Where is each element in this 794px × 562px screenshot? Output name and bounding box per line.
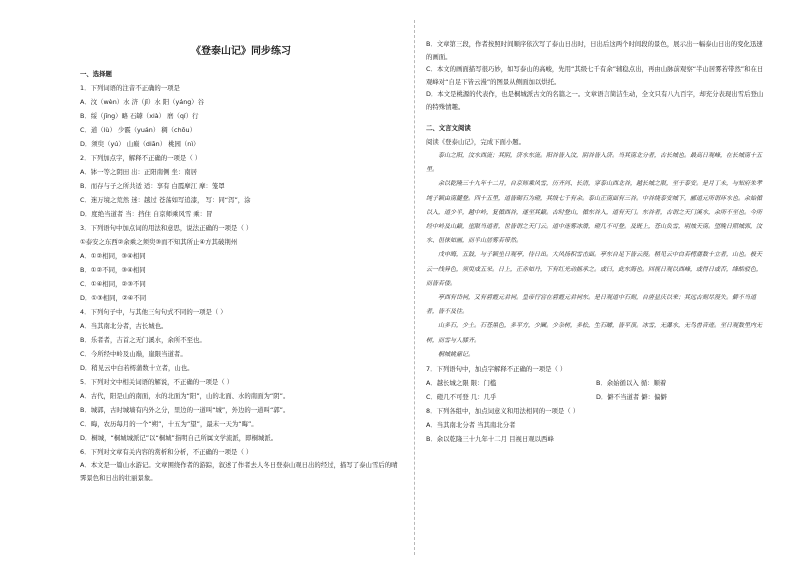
option-line: B．绥（jīng）略 石罅（xià） 磨（qí）行 — [80, 112, 199, 120]
question-line: 8．下列各组中，加点词意义和用法相同的一项是（ ） — [426, 407, 580, 416]
question-line: 3．下列语句中加点词的用法和意思，说法正确的一项是（ ） — [80, 224, 253, 232]
option-line: C．①④相同，②③不同 — [80, 280, 146, 288]
option-line: D．①③相同，②④不同 — [80, 294, 147, 302]
option-line: A．钵一等之阴田 出：正阳南侧 坐：南居 — [80, 168, 198, 176]
option-line: D．本文是桃源的代表作，也是桐城派古文的名篇之一。文章语言简洁生动，全文只有八九百字，却充分表现出雪后登山的特殊情趣。 — [426, 90, 764, 111]
question-line: 4．下列句子中，与其他三句句式不同的一项是（ ） — [80, 308, 227, 316]
passage-paragraph: 戊申晦，五鼓，与子颖坐日观亭，待日出。大风扬积雪击面。亭东自足下皆云漫。稍见云中白若樗蒲数十立者，山也。极天云一线异色，须臾成五采。日上，正赤如丹，下有红光动摇承之。或曰，此东海也。回视日观以西峰，或得日或否，绛皓驳色，而皆若偻。 — [426, 251, 763, 287]
option-line: A．当其南北分者，古长城也。 — [80, 322, 168, 330]
option-line: A．古代，阳是山的南面，水的北面为“阳”，山的北面、水的南面为“阴”。 — [80, 392, 290, 400]
question-line: 2．下列加点字，解释不正确的一项是（ ） — [80, 154, 202, 162]
section-heading-choice: 一、选择题 — [80, 70, 112, 78]
option-line: B．而存与子之所共适 适：享有 白霞摩江 摩：笼罩 — [80, 182, 225, 190]
option-line: C．迷万境之荒然 迷：越过 苍荡如写追漆， 写：同“泻”，涂 — [80, 196, 251, 204]
option-row — [426, 376, 766, 390]
option-line: B．①②不同，③④相同 — [80, 266, 146, 274]
passage-paragraph: 山多石，少土。石苍黑色，多平方，少圜。少杂树，多松，生石罅，皆平顶。冰雪，无瀑水，无鸟兽音迹。至日观数里内无树，而雪与人膝齐。 — [426, 322, 763, 344]
question-line: 5．下列对文中相关词语的解说，不正确的一项是（ ） — [80, 378, 234, 386]
option-line: D．桐城，“桐城城派记”以“桐城”指明自己所属文学流派，即桐城派。 — [80, 434, 278, 442]
option-d: D．僻不当道者 僻：偏僻 — [596, 393, 667, 402]
passage-paragraph: 亭西有岱祠，又有碧霞元君祠。皇帝行宫在碧霞元君祠东。是日观道中石刻，自唐显庆以来；其远古刻尽漫失。僻不当道者，皆不及往。 — [426, 294, 757, 316]
column-divider — [414, 20, 415, 555]
option-line: D．须臾（yú） 山巅（diān） 桃园（nì） — [80, 140, 200, 148]
passage-signature: 桐城姚鼐记。 — [438, 350, 475, 358]
page-title: 《登泰山记》同步练习 — [191, 46, 291, 57]
option-line: C．晦，农历每月的一个“朔”，十五为“望”，最末一天为“晦”。 — [80, 420, 258, 428]
option-line: D．稍见云中白若樗蒲数十立者，山也。 — [80, 364, 194, 372]
option-line: D．度绝当道者 当：挡住 自京师乘风雪 乘：冒 — [80, 210, 213, 218]
passage-paragraph: 泰山之阳，汶水西流；其阴，济水东流。阳谷皆入汶，阴谷皆入济。当其南北分者，古长城也。最高日观峰，在长城南十五里。 — [426, 152, 763, 174]
option-line: A．①②相同，③④相同 — [80, 252, 146, 260]
option-line: B．余以乾隆三十九年十二月 目视日观以西峰 — [426, 435, 554, 444]
question-line: 7．下列语句中，加点字解释不正确的一项是（ ） — [426, 365, 567, 374]
option-line: A．当其南北分者 当其南北分者 — [426, 421, 516, 430]
option-line: C．道（lù） 少霰（yuán） 稠（chōu） — [80, 126, 196, 134]
passage-paragraph: 余以乾隆三十九年十二月，自京师乘风雪，历齐河、长清，穿泰山西北谷，越长城之限，至于泰安。是月丁未，与知府朱孝纯子颖由南麓登。四十五里，道皆砌石为磴，其级七千有余。泰山正南面有三谷。中谷绕泰安城下，郦道元所谓环水也。余始循以入，道少半，越中岭，复循西谷，遂至其巅。古时登山，循东谷入，道有天门。东谷者，古谓之天门溪水，余所不至也。今所经中岭及山巅，崖限当道者，世皆谓之天门云。道中迷雾冰滑，磴几不可登。及既上，苍山负雪，明烛天南。望晚日照城郭，汶水、徂徕如画，而半山居雾若带然。 — [426, 180, 763, 245]
question-line: 1．下列词语的注音不正确的一项是 — [80, 84, 180, 92]
option-b: B．余始循以入 循：顺着 — [596, 379, 667, 388]
question-line: 6．下列对文章有关内容的赏析和分析，不正确的一项是（ ） — [80, 448, 253, 456]
option-row — [426, 390, 766, 404]
option-line: A．汶（wèn）水 济（jǐ）水 阳（yáng）谷 — [80, 98, 205, 106]
right-column — [426, 38, 766, 446]
option-line: C．今所经中岭及山巅，崖限当道者。 — [80, 350, 187, 358]
option-line: B．文章第三段，作者按照时间顺序依次写了泰山日出时，日出后这两个时间段的景色，展示出一幅泰山日出的变化迅速的画面。 — [426, 40, 763, 61]
section-heading-reading: 二、文言文阅读 — [426, 124, 471, 132]
question-stem: ①泰安之东西②余乘之须臾③而不知其所止④方其破荆州 — [80, 238, 238, 246]
option-line: A．本文是一篇山水游记。文章围绕作者的游踪，叙述了作者去人冬日登泰山观日出的经过，描写了泰山雪后的晴霁景色和日出的壮丽景象。 — [80, 461, 398, 482]
reading-instruction: 阅读《登泰山记》，完成下面小题。 — [426, 138, 526, 146]
option-line: B．乐者者，吉首之无门溪水，余所不至也。 — [80, 336, 206, 344]
option-line: B．城郭，古时城墙有内外之分，里边的一道叫“城”，外边的一道叫“郭”。 — [80, 406, 290, 414]
option-line: C．本文的画面描写很巧妙，如写泰山的高峻，先用“其级七千有余”辅稳点出，再由山脉前观察“半山居雾若带然”和在日观峰对“自足下皆云漫”的图景从侧面加以烘托。 — [426, 65, 764, 86]
option-c: C．磴几不可登 几：几乎 — [426, 393, 497, 402]
option-a: A．越长城之限 限：门槛 — [426, 379, 497, 388]
left-column — [80, 36, 402, 484]
